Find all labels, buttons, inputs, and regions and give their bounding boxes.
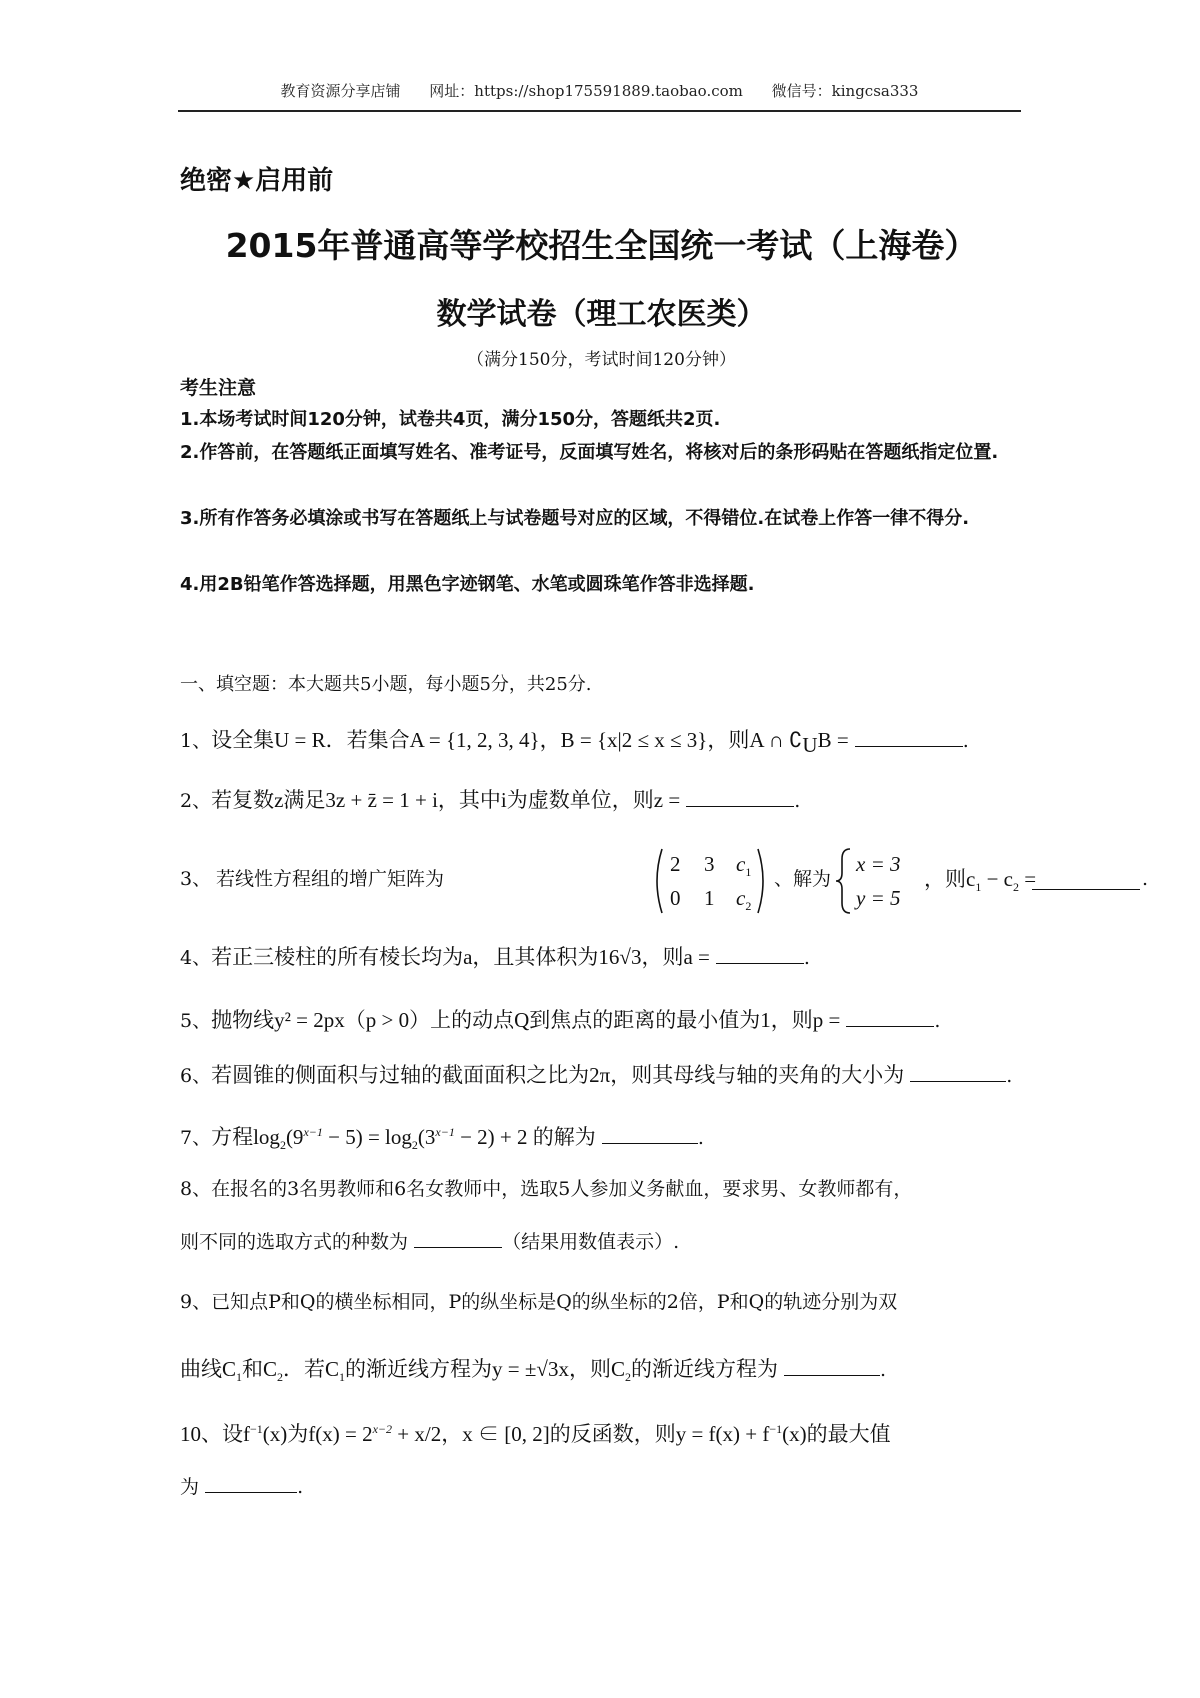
notice-item-4: 4.用2B铅笔作答选择题，用黑色字迹钢笔、水笔或圆珠笔作答非选择题.	[180, 574, 755, 595]
shop-url[interactable]: 网址：https://shop175591889.taobao.com	[429, 82, 743, 100]
wechat-id: 微信号：kingcsa333	[771, 82, 919, 100]
notice-item-2: 2.作答前，在答题纸正面填写姓名、准考证号，反面填写姓名，将核对后的条形码贴在答题纸指定位置.	[180, 442, 999, 463]
question-4: 4、若正三棱柱的所有棱长均为a，且其体积为16√3，则a = .	[180, 940, 1025, 975]
answer-blank-1[interactable]	[855, 724, 963, 747]
answer-blank-8[interactable]	[414, 1225, 502, 1248]
answer-blank-4[interactable]	[716, 941, 804, 964]
answer-blank-3[interactable]	[1032, 867, 1140, 890]
question-9-line-1: 9、已知点P和Q的横坐标相同，P的纵坐标是Q的纵坐标的2倍，P和Q的轨迹分别为双	[180, 1291, 898, 1313]
question-7: 7、方程$\log_2(9^{x-1} - 5) = \log_2(3^{x-1} - 2) + 2$ 的解为 .	[180, 1115, 1025, 1162]
answer-blank-10[interactable]	[205, 1470, 297, 1493]
question-1: 1、设全集U = R．若集合A = {1, 2, 3, 4}，B = {x|2 ≤ x ≤ 3}，则A ∩ $∁_UB$ = .	[180, 723, 1025, 762]
exam-subtitle: 数学试卷（理工农医类）	[436, 297, 767, 332]
page-header	[178, 80, 1021, 101]
question-8-line-2: 则不同的选取方式的种数为 （结果用数值表示）.	[180, 1225, 1025, 1259]
answer-blank-9[interactable]	[784, 1353, 880, 1376]
question-5: 5、抛物线y² = 2px（p > 0）上的动点Q到焦点的距离的最小值为1，则p = .	[180, 1003, 1025, 1038]
answer-blank-2[interactable]	[686, 784, 794, 807]
answer-blank-5[interactable]	[846, 1004, 934, 1027]
solution-brace	[834, 845, 854, 917]
question-10-line-1: 10、设$f^{-1}(x)$为$f(x) = 2^{x-2} + x/2$，x ∈ [0, 2]的反函数，则$y = f(x) + f^{-1}(x)$的最大值	[180, 1422, 891, 1446]
secret-label: 绝密★启用前	[180, 166, 334, 196]
question-6: 6、若圆锥的侧面积与过轴的截面面积之比为2π，则其母线与轴的夹角的大小为 .	[180, 1058, 1025, 1093]
header-divider	[178, 110, 1021, 112]
notice-heading: 考生注意	[180, 377, 257, 399]
section-fill-in-heading: 一、填空题：本大题共5小题，每小题5分，共25分.	[180, 674, 592, 695]
exam-title: 2015年普通高等学校招生全国统一考试（上海卷）	[225, 226, 978, 265]
exam-duration-note: （满分150分，考试时间120分钟）	[467, 350, 736, 370]
question-2: 2、若复数z满足3z + z̄ = 1 + i，其中i为虚数单位，则z = .	[180, 783, 1025, 818]
question-9-line-2: 曲线$C_1$和$C_2$．若$C_1$的渐近线方程为y = ±√3x，则$C_2$的渐近线方程为 .	[180, 1352, 1025, 1394]
shop-name: 教育资源分享店铺	[280, 82, 401, 100]
notice-item-3: 3.所有作答务必填涂或书写在答题纸上与试卷题号对应的区域，不得错位.在试卷上作答一律不得分.	[180, 508, 970, 529]
question-8-line-1: 8、在报名的3名男教师和6名女教师中，选取5人参加义务献血，要求男、女教师都有，	[180, 1178, 913, 1200]
question-10-line-2: 为 .	[180, 1470, 1025, 1504]
answer-blank-6[interactable]	[910, 1059, 1006, 1082]
notice-item-1: 1.本场考试时间120分钟，试卷共4页，满分150分，答题纸共2页.	[180, 409, 721, 430]
answer-blank-7[interactable]	[602, 1121, 698, 1144]
question-3: 3、 若线性方程组的增广矩阵为 2 3 $c_1$ 0 1 $c_2$ 、解为 x = 3 y = 5 ，则$c_1 - c_2$ = .	[180, 845, 1025, 915]
